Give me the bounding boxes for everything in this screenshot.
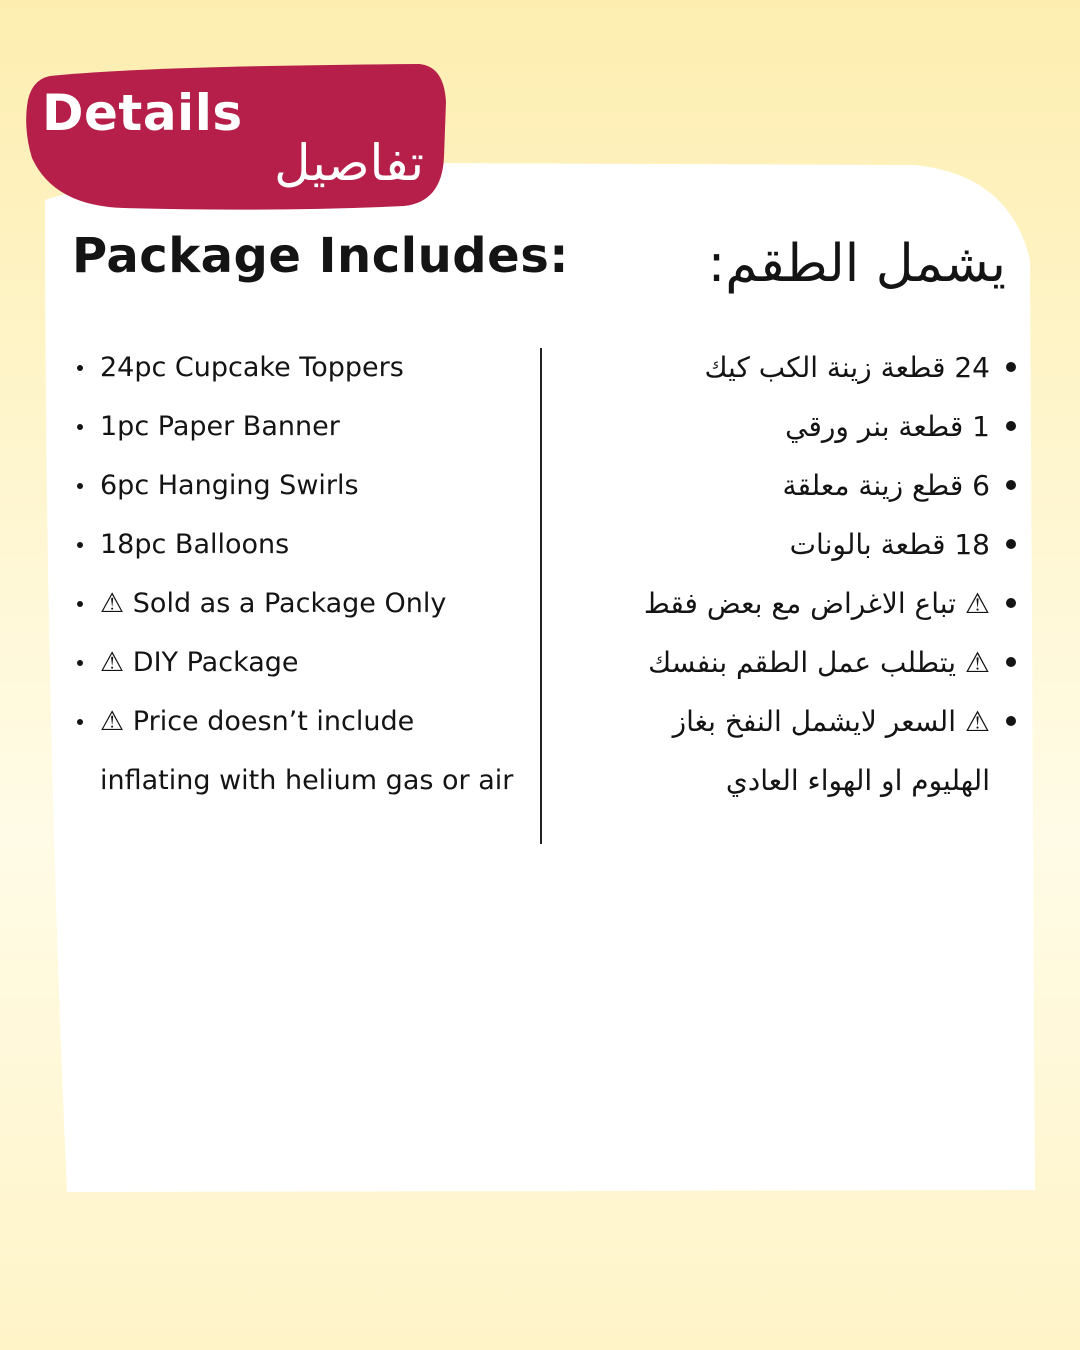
package-heading-en: Package Includes: (72, 228, 569, 284)
list-item: 1 قطعة بنر ورقي (600, 397, 1020, 456)
list-item: ⚠ تباع الاغراض مع بعض فقط (600, 574, 1020, 633)
list-item: 24pc Cupcake Toppers (72, 338, 522, 397)
badge-title-en: Details (42, 84, 243, 142)
list-item: ⚠ DIY Package (72, 633, 522, 692)
badge-title-ar: تفاصيل (274, 134, 424, 192)
details-badge (24, 62, 450, 212)
list-item: ⚠ Sold as a Package Only (72, 574, 522, 633)
list-item: ⚠ Price doesn’t include inflating with helium gas or air (72, 692, 522, 810)
list-item: 6 قطع زينة معلقة (600, 456, 1020, 515)
package-list-en (72, 338, 522, 810)
list-item: ⚠ السعر لايشمل النفخ بغاز الهليوم او الهواء العادي (600, 692, 1020, 810)
column-divider (540, 348, 542, 844)
list-item: ⚠ يتطلب عمل الطقم بنفسك (600, 633, 1020, 692)
list-item: 24 قطعة زينة الكب كيك (600, 338, 1020, 397)
list-item: 18pc Balloons (72, 515, 522, 574)
package-list-ar (600, 338, 1020, 810)
package-heading-ar: يشمل الطقم: (707, 234, 1006, 294)
list-item: 1pc Paper Banner (72, 397, 522, 456)
list-item: 6pc Hanging Swirls (72, 456, 522, 515)
list-item: 18 قطعة بالونات (600, 515, 1020, 574)
